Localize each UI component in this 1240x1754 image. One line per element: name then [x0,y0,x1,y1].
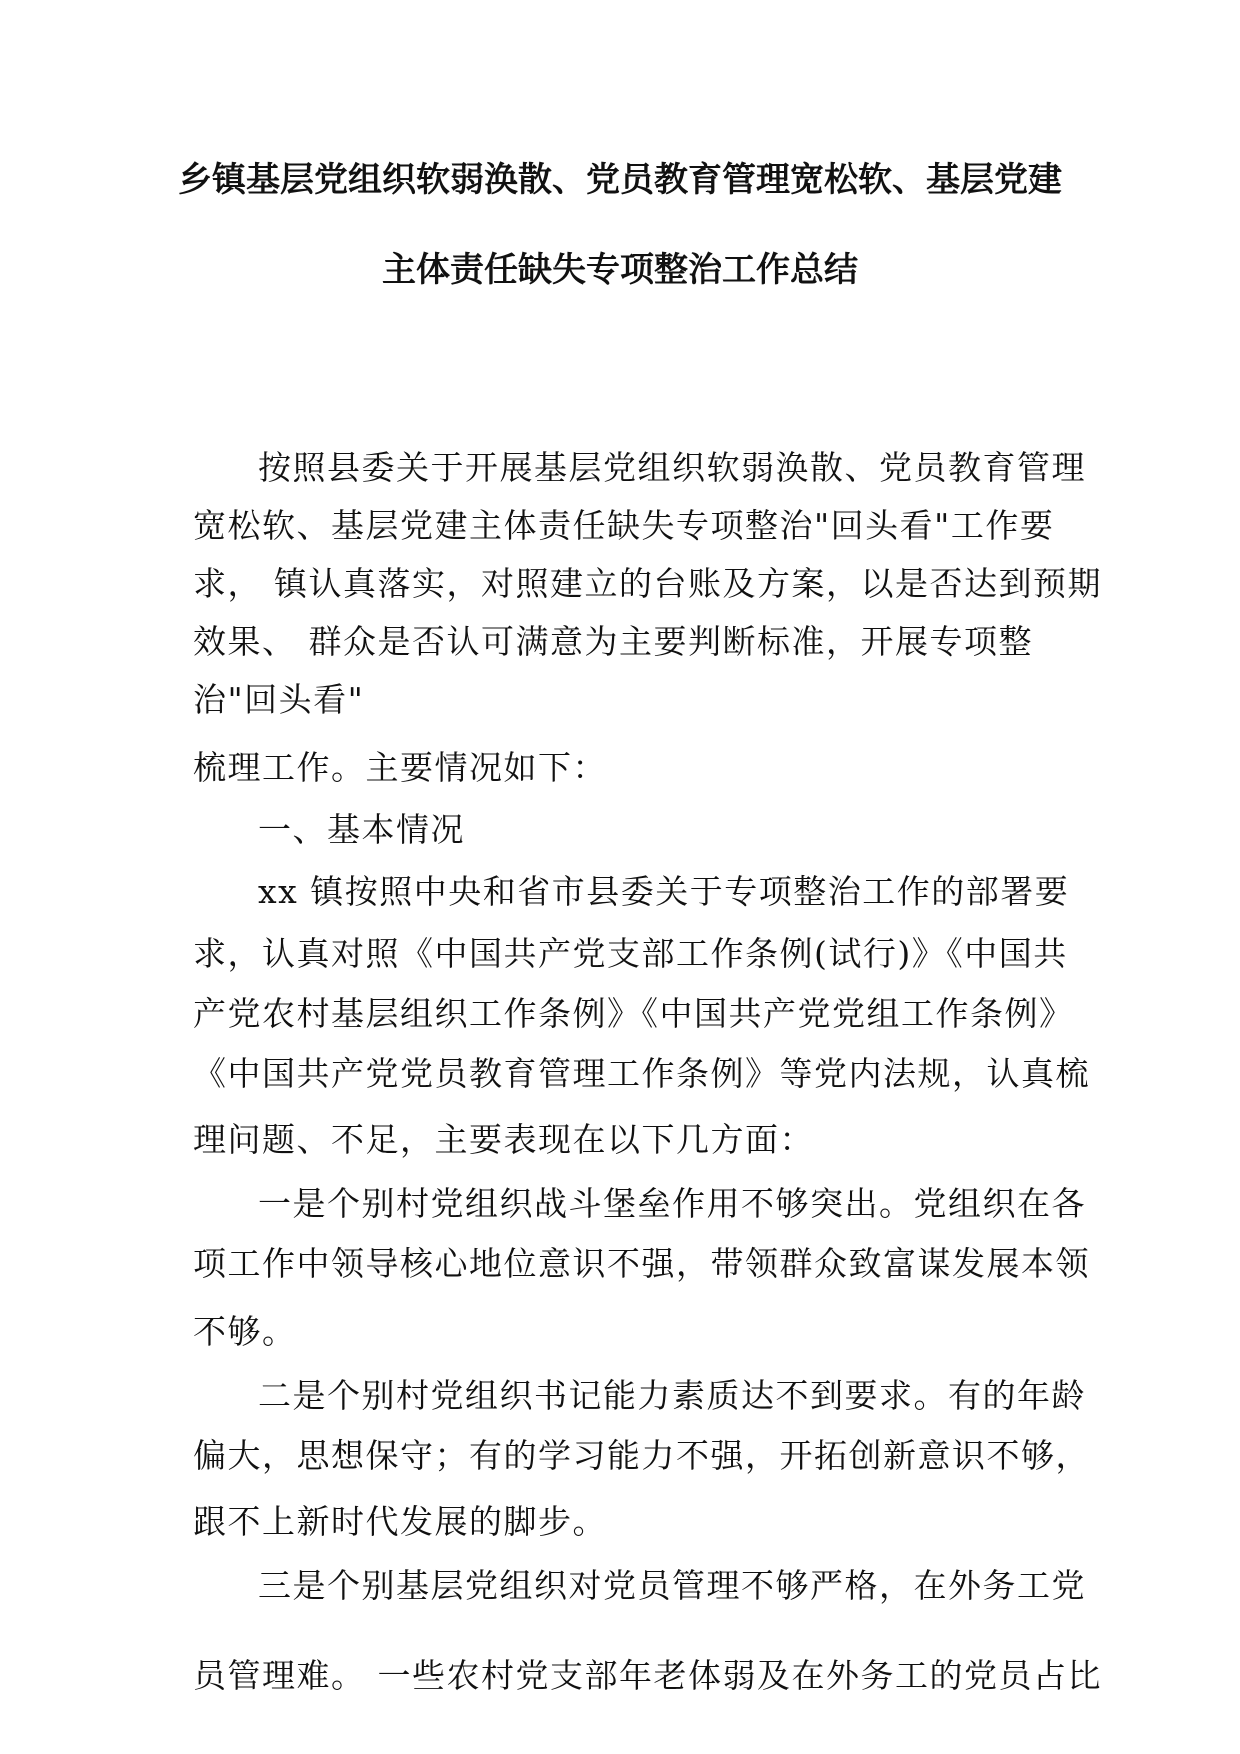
body-line: 《中国共产党党员教育管理工作条例》等党内法规，认真梳 [193,1054,1090,1093]
body-line: 二是个别村党组织书记能力素质达不到要求。有的年龄 [258,1376,1086,1415]
body-line: xx 镇按照中央和省市县委关于专项整治工作的部署要 [258,872,1070,911]
body-line: 梳理工作。主要情况如下： [193,748,607,787]
body-line: 理问题、不足，主要表现在以下几方面： [193,1120,814,1159]
body-line: 宽松软、基层党建主体责任缺失专项整治"回头看"工作要 [193,506,1055,545]
body-line: 三是个别基层党组织对党员管理不够严格，在外务工党 [258,1566,1086,1605]
body-line: 员管理难。 一些农村党支部年老体弱及在外务工的党员占比 [193,1656,1102,1695]
body-line: 求，认真对照《中国共产党支部工作条例(试行)》《中国共 [193,934,1068,973]
body-line: 求， 镇认真落实，对照建立的台账及方案，以是否达到预期 [193,564,1102,603]
body-line: 偏大，思想保守；有的学习能力不强，开拓创新意识不够， [193,1436,1090,1475]
body-line: 产党农村基层组织工作条例》《中国共产党党组工作条例》 [193,994,1074,1033]
body-line: 跟不上新时代发展的脚步。 [193,1502,607,1541]
body-line: 按照县委关于开展基层党组织软弱涣散、党员教育管理 [258,448,1086,487]
document-title-line-2: 主体责任缺失专项整治工作总结 [382,250,858,290]
body-line: 一是个别村党组织战斗堡垒作用不够突出。党组织在各 [258,1184,1086,1223]
section-heading: 一、基本情况 [258,810,465,849]
body-line: 不够。 [193,1312,297,1351]
document-title-line-1: 乡镇基层党组织软弱涣散、党员教育管理宽松软、基层党建 [178,160,1062,200]
body-line: 项工作中领导核心地位意识不强，带领群众致富谋发展本领 [193,1244,1090,1283]
body-line: 效果、 群众是否认可满意为主要判断标准，开展专项整 [193,622,1033,661]
body-line: 治"回头看" [193,680,365,719]
